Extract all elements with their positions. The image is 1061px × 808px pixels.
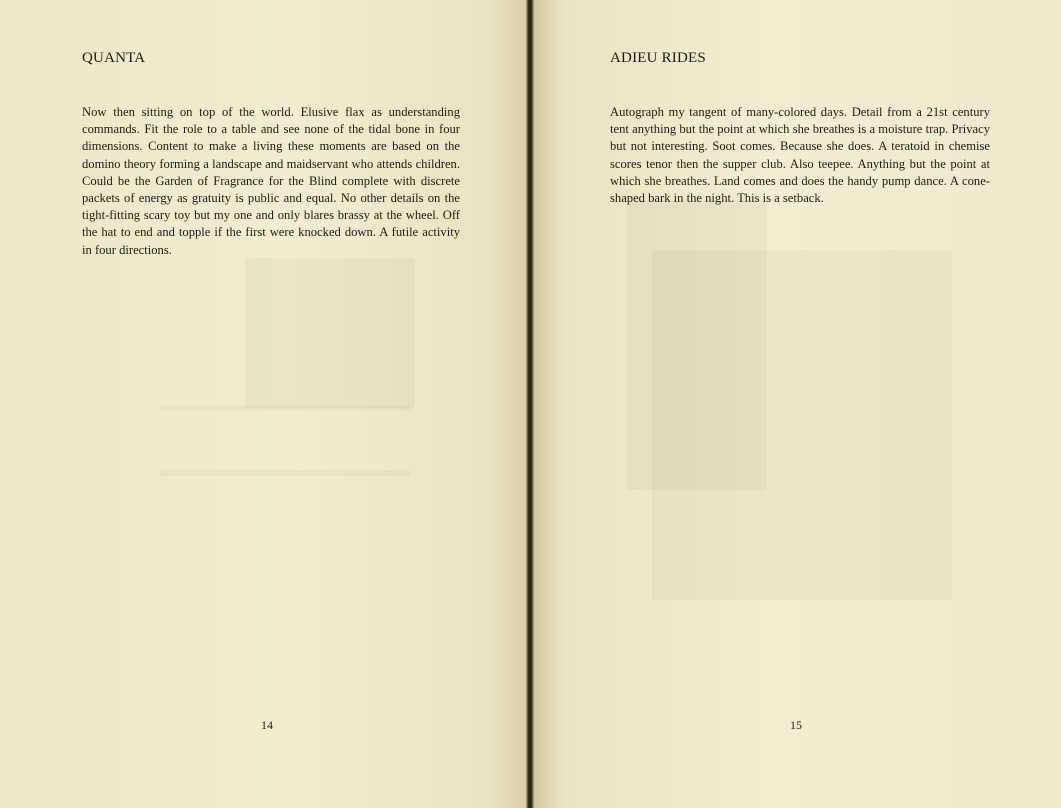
page-number: 14 xyxy=(261,718,273,732)
poem-title: QUANTA xyxy=(82,50,146,66)
left-page xyxy=(0,0,528,808)
poem-body: Now then sitting on top of the world. Elusive flax as understanding commands. Fit the role to a table and see none of the tidal bone in four dimensions. Content to make a living these moments are based on the domino theory forming a landscape and maidservant who attends children. Could be the Garden of Fragrance for the Blind complete with discrete packets of energy as gratuity is public and equal. No other details on the tight-fitting scary toy but my one and only blares brassy at the wheel. Off the hat to end and topple if the first were knocked down. A futile activity in four directions. xyxy=(82,105,460,257)
show-through xyxy=(652,250,952,600)
book-spine-gutter xyxy=(526,0,534,808)
page-number: 15 xyxy=(790,718,802,732)
show-through xyxy=(160,470,410,476)
poem-title: ADIEU RIDES xyxy=(610,50,706,66)
right-page xyxy=(532,0,1061,808)
poem-body: Autograph my tangent of many-colored days. Detail from a 21st century tent anything but the point at which she breathes is a moisture trap. Privacy but not interesting. Soot comes. Because she does. A teratoid in chemise scores tenor then the supper club. Also teepee. Anything but the point at which she breathes. Land comes and does the handy pump dance. A cone-shaped bark in the night. This is a setback. xyxy=(610,105,990,206)
show-through xyxy=(160,405,410,411)
show-through xyxy=(245,258,415,408)
